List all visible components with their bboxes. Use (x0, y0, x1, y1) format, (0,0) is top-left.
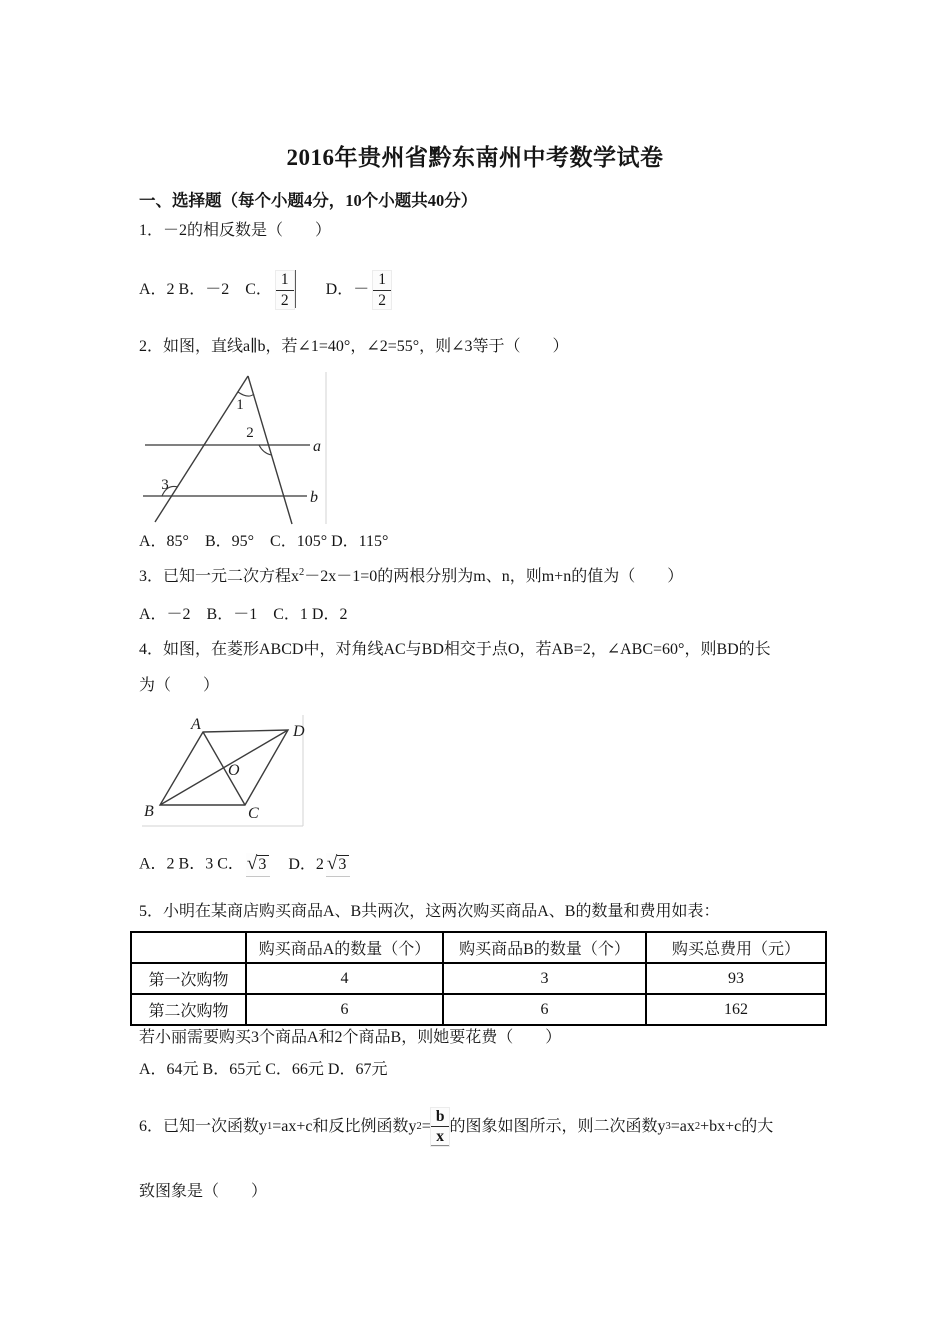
table-header-row (131, 932, 826, 963)
angle-1-label: 1 (236, 397, 244, 413)
q3-text-part: －2x－1=0的两根分别为m、n，则m+n的值为（ ） (304, 568, 684, 585)
question-2-text: 2．如图，直线a∥b，若∠1=40°，∠2=55°，则∠3等于（ ） (139, 338, 569, 355)
fraction-b-over-x (431, 1108, 450, 1147)
fraction-numerator: 1 (276, 271, 294, 290)
q6-text-part: 6．已知一次函数y (139, 1118, 268, 1135)
q6-text-part: +bx+c的大 (700, 1118, 774, 1135)
question-4-text-line2: 为（ ） (139, 677, 220, 694)
table-row (131, 994, 826, 1025)
angle-2-label: 2 (246, 425, 254, 441)
q1-options-prefix: A．2 B．－2 C． (139, 281, 272, 298)
table-cell: 第一次购物 (131, 963, 246, 994)
fraction-denominator: 2 (280, 291, 289, 309)
question-1-text: 1．－2的相反数是（ ） (139, 222, 332, 239)
q4-rhombus-figure (140, 700, 310, 832)
table-header-cell: 购买商品B的数量（个） (443, 932, 646, 963)
q6-text-part: =ax+c和反比例函数y (272, 1118, 417, 1135)
q4-options-mid: D．2 (288, 855, 324, 873)
section-heading: 一、选择题（每个小题4分，10个小题共40分） (139, 191, 478, 210)
fraction-one-half (276, 271, 294, 309)
vertex-C-label: C (248, 805, 259, 822)
table-header-cell: 购买总费用（元） (646, 932, 826, 963)
page-title: 2016年贵州省黔东南州中考数学试卷 (286, 145, 664, 171)
question-3-options: A．－2 B．－1 C．1 D．2 (139, 606, 348, 623)
vertex-A-label: A (191, 716, 201, 733)
question-5-options: A．64元 B．65元 C．66元 D．67元 (139, 1061, 388, 1078)
q6-text-part: =ax (670, 1118, 695, 1135)
text-caret (295, 270, 296, 308)
question-1-options (139, 266, 391, 314)
q3-exponent: 2 (299, 567, 305, 578)
fraction-numerator: b (431, 1108, 450, 1127)
center-O-label: O (228, 762, 240, 779)
vertex-D-label: D (293, 723, 305, 740)
question-2-options: A．85° B．95° C．105° D．115° (139, 533, 389, 550)
table-cell: 第二次购物 (131, 994, 246, 1025)
radical-sign: √ (326, 853, 338, 874)
table-row (131, 963, 826, 994)
radicand: 3 (337, 855, 349, 873)
sqrt-three (246, 853, 270, 877)
question-3-text (139, 566, 683, 588)
diagonal-BD (160, 730, 288, 805)
transversal-right (248, 376, 292, 524)
q4-options-prefix: A．2 B．3 C． (139, 855, 244, 873)
table-cell: 93 (646, 963, 826, 994)
fraction-denominator: x (431, 1127, 450, 1146)
line-b-label: b (310, 489, 318, 506)
q1-options-mid: D．－ (325, 281, 370, 298)
vertex-B-label: B (144, 803, 154, 820)
angle-1-arc (238, 392, 254, 396)
table-cell: 3 (443, 963, 646, 994)
table-cell: 6 (246, 994, 443, 1025)
table-cell: 162 (646, 994, 826, 1025)
radical-sign: √ (246, 853, 258, 874)
question-6-text-line2: 致图象是（ ） (139, 1183, 268, 1200)
q5-purchase-table (130, 931, 827, 1026)
table-header-cell: 购买商品A的数量（个） (246, 932, 443, 963)
q2-parallel-lines-figure (140, 371, 335, 526)
question-5-note: 若小丽需要购买3个商品A和2个商品B，则她要花费（ ） (139, 1029, 562, 1046)
question-4-options (139, 853, 352, 877)
table-cell: 4 (246, 963, 443, 994)
table-cell: 6 (443, 994, 646, 1025)
question-4-text-line1: 4．如图，在菱形ABCD中，对角线AC与BD相交于点O，若AB=2，∠ABC=60°，则BD的长 (139, 641, 771, 658)
q6-text-part: = (421, 1118, 431, 1135)
fraction-numerator: 1 (373, 271, 391, 290)
transversal-left (155, 376, 248, 522)
line-a-label: a (313, 438, 321, 455)
fraction-one-half (373, 271, 391, 309)
q6-text-part: 的图象如图所示，则二次函数y (449, 1118, 666, 1135)
sqrt-three (326, 853, 350, 877)
table-header-cell (131, 932, 246, 963)
question-5-text: 5．小明在某商店购买商品A、B共两次，这两次购买商品A、B的数量和费用如表： (139, 903, 720, 920)
radicand: 3 (257, 855, 269, 873)
q3-text-part: 3．已知一元二次方程x (139, 568, 300, 585)
angle-3-label: 3 (161, 477, 169, 493)
fraction-denominator: 2 (378, 291, 386, 309)
question-6-text-line1: 6．已知一次函数y 1 =ax+c和反比例函数y 2 = $\frac{b}{x}$ 的图象如图所示，则二次函数y 3 =ax 2 +bx+c的大 (139, 1107, 774, 1145)
